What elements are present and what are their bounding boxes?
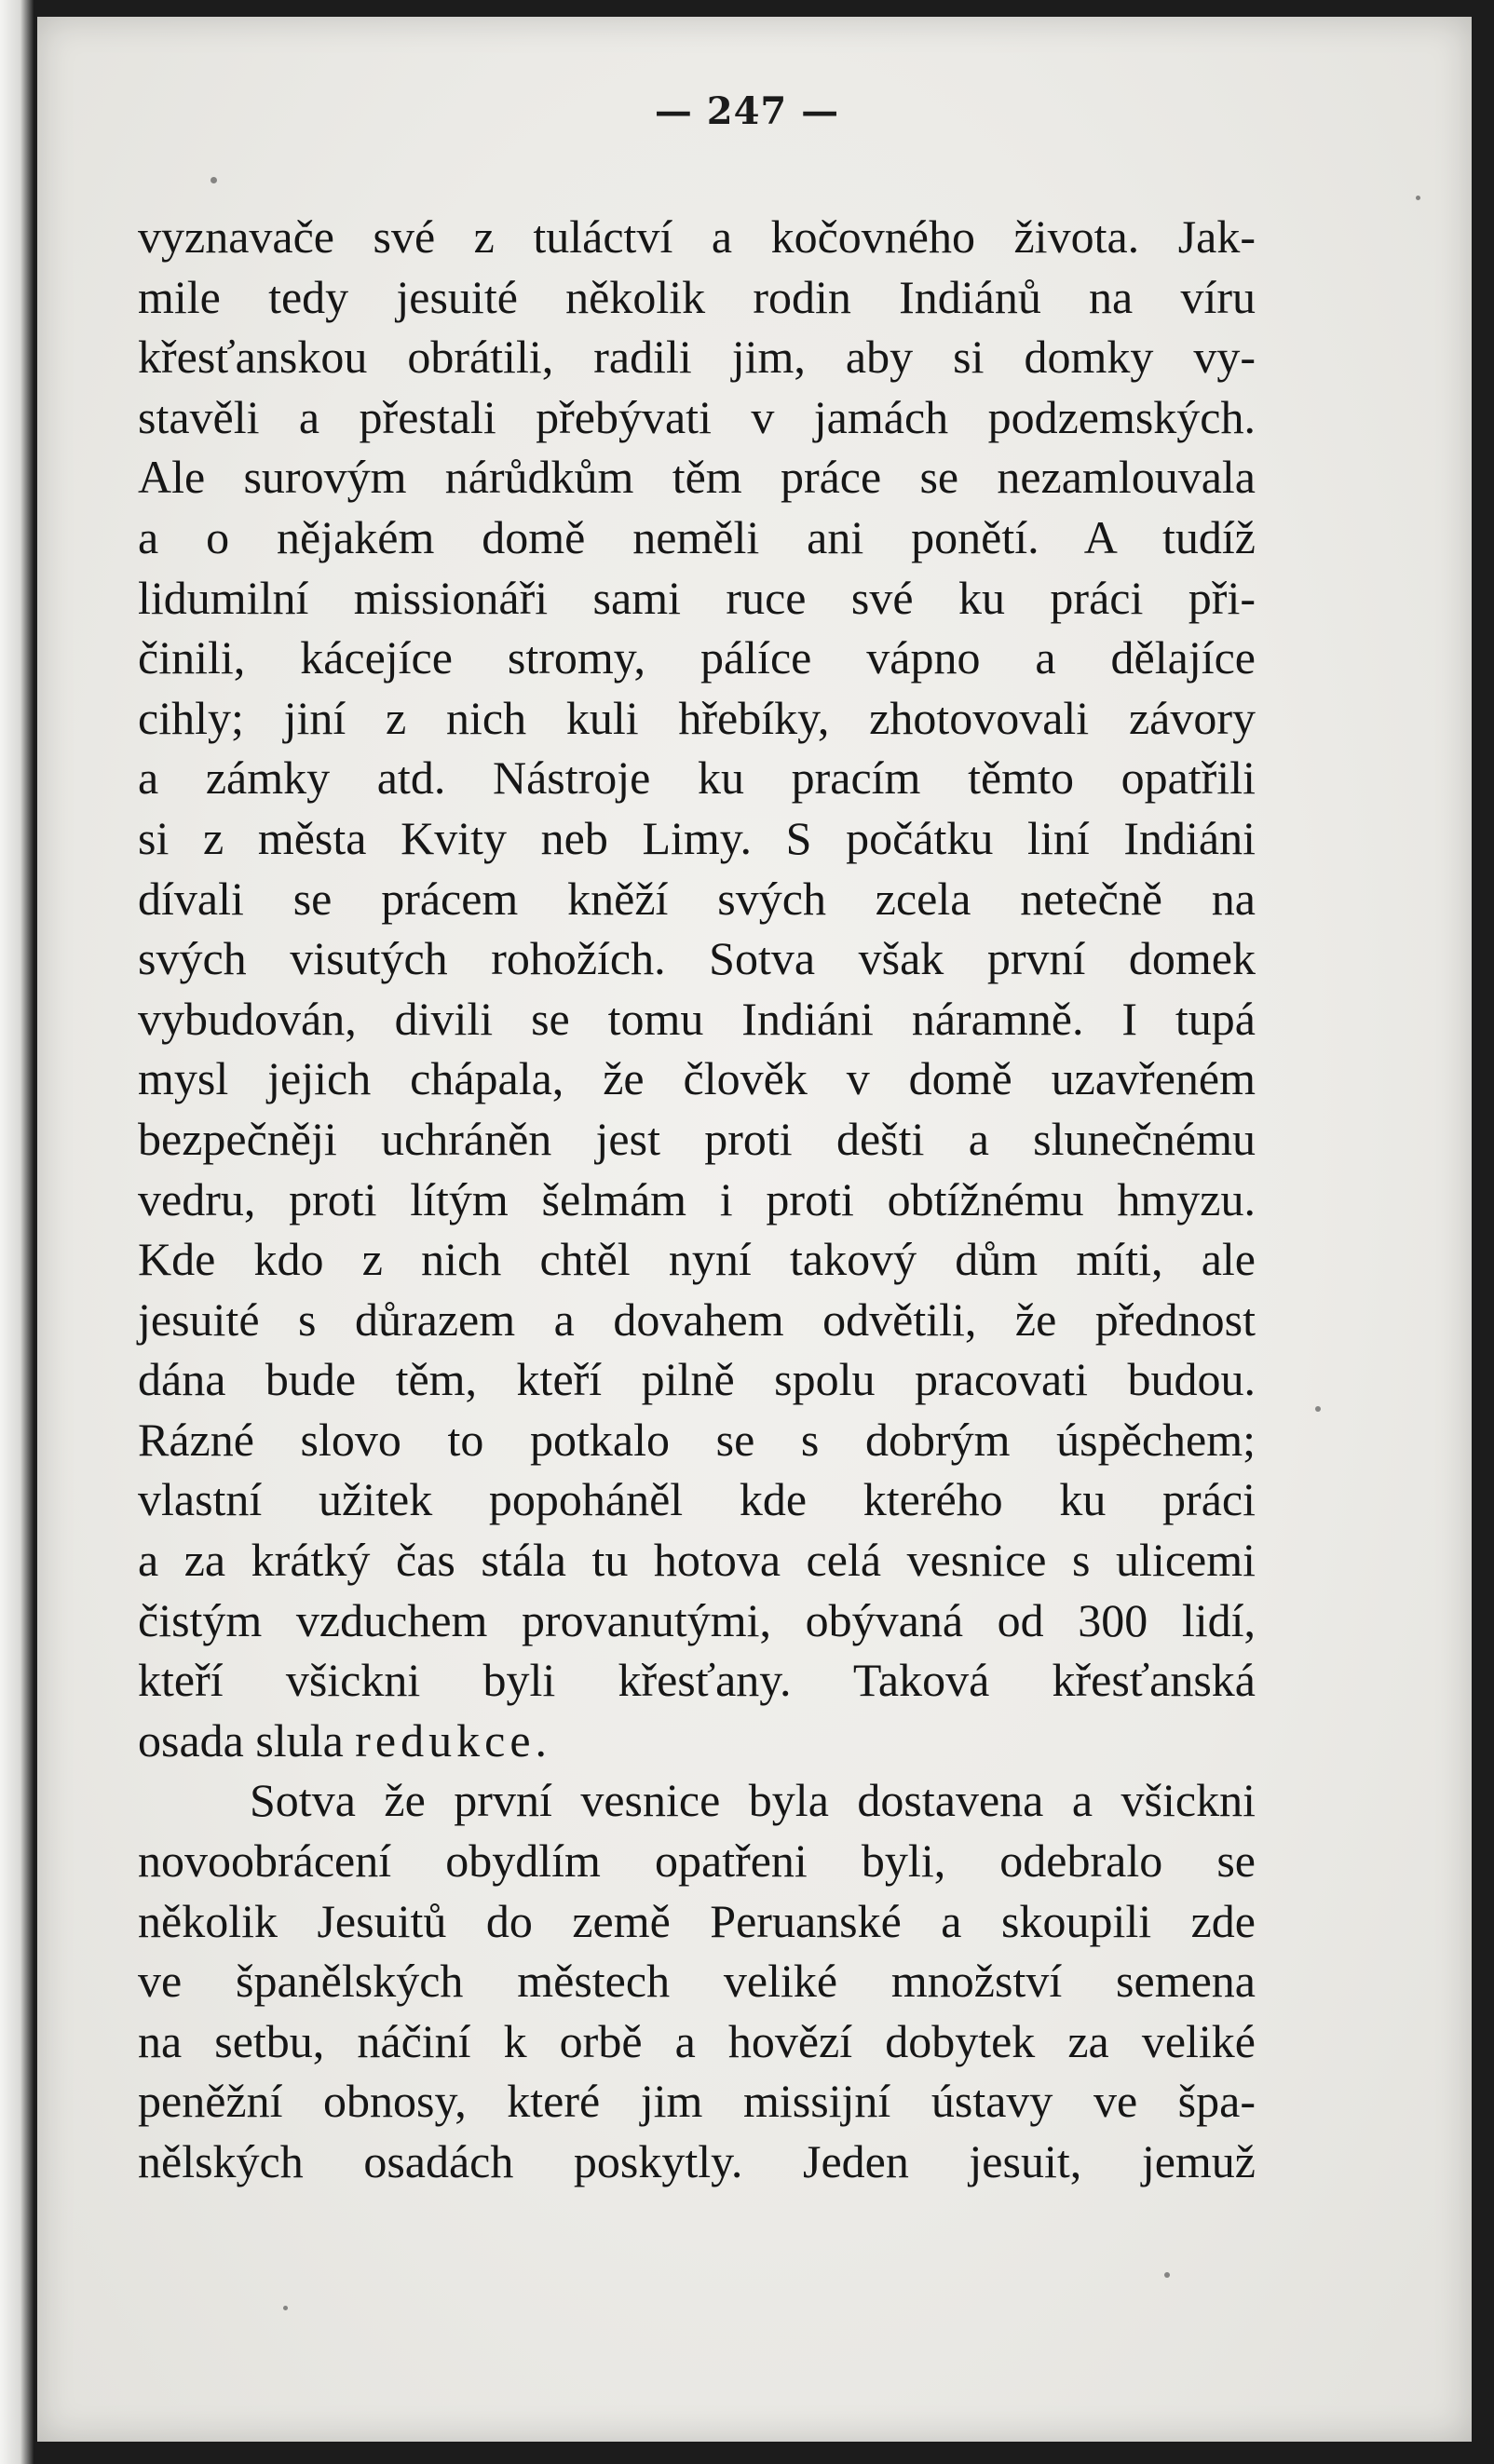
page-number: — 247 — — [654, 89, 840, 133]
text-line: činili, kácejíce stromy, pálíce vápno a dělajíce — [138, 631, 1256, 684]
text-line: si z města Kvity neb Limy. S počátku liní Indiáni — [138, 811, 1256, 864]
text-line: Ale surovým nárůdkům těm práce se nezamlouvala — [138, 451, 1256, 504]
dust-speck — [283, 2306, 288, 2310]
body-text — [138, 207, 1256, 2192]
text-line: nělských osadách poskytly. Jeden jesuit, jemuž — [138, 2135, 1256, 2187]
text-line: vedru, proti lítým šelmám i proti obtížnému hmyzu. — [138, 1172, 1256, 1225]
text-line: dána bude těm, kteří pilně spolu pracovati budou. — [138, 1353, 1256, 1406]
text-line: cihly; jiní z nich kuli hřebíky, zhotovovali závory — [138, 691, 1256, 744]
dust-speck — [1164, 2272, 1170, 2278]
text-line: kteří všickni byli křesťany. Taková křesťanská — [138, 1654, 1256, 1707]
paragraph-first-line: Sotva že první vesnice byla dostavena a všickni — [250, 1774, 1256, 1827]
emphasized-term: redukce — [355, 1713, 536, 1767]
text-line: bezpečněji uchráněn jest proti dešti a slunečnému — [138, 1112, 1256, 1165]
dust-speck — [1416, 196, 1420, 200]
text-line: Rázné slovo to potkalo se s dobrým úspěchem; — [138, 1413, 1256, 1466]
text-line: svých visutých rohožích. Sotva však první domek — [138, 932, 1256, 985]
paragraph-last-line — [138, 1711, 1256, 1771]
text-line: ve španělských městech veliké množství semena — [138, 1955, 1256, 2008]
text-line: stavěli a přestali přebývati v jamách podzemských. — [138, 390, 1256, 443]
text-line: lidumilní missionáři sami ruce své ku práci při- — [138, 571, 1256, 624]
text-line: a za krátký čas stála tu hotova celá vesnice s ulicemi — [138, 1534, 1256, 1587]
text-line: novoobrácení obydlím opatřeni byli, odebralo se — [138, 1834, 1256, 1888]
text-line: peněžní obnosy, které jim missijní ústavy ve špa- — [138, 2075, 1256, 2128]
text-line: mile tedy jesuité několik rodin Indiánů na víru — [138, 270, 1256, 323]
text-line: vlastní užitek popoháněl kde kterého ku práci — [138, 1473, 1256, 1526]
dust-speck — [211, 177, 217, 183]
text-line: několik Jesuitů do země Peruanské a skoupili zde — [138, 1894, 1256, 1947]
text-line: vyznavače své z tuláctví a kočovného života. Jak- — [138, 210, 1256, 263]
text-line: křesťanskou obrátili, radili jim, aby si domky vy- — [138, 331, 1256, 384]
text-line: čistým vzduchem provanutými, obývaná od 300 lidí, — [138, 1593, 1256, 1646]
text-line: na setbu, náčiní k orbě a hovězí dobytek za veliké — [138, 2014, 1256, 2067]
text-line: Kde kdo z nich chtěl nyní takový dům míti, ale — [138, 1233, 1256, 1286]
text-line: vybudován, divili se tomu Indiáni náramně. I tupá — [138, 992, 1256, 1045]
dust-speck — [1315, 1406, 1321, 1412]
text-line: a o nějakém domě neměli ani ponětí. A tudíž — [138, 510, 1256, 563]
text-line: a zámky atd. Nástroje ku pracím těmto opatřili — [138, 751, 1256, 805]
text-line: mysl jejich chápala, že člověk v domě uzavřeném — [138, 1052, 1256, 1105]
text-line: jesuité s důrazem a dovahem odvětili, že přednost — [138, 1293, 1256, 1346]
page-edge — [0, 0, 34, 2464]
text-line: dívali se prácem kněží svých zcela netečně na — [138, 872, 1256, 925]
text-fragment: osada slula — [138, 1713, 356, 1767]
text-fragment: . — [535, 1713, 548, 1767]
